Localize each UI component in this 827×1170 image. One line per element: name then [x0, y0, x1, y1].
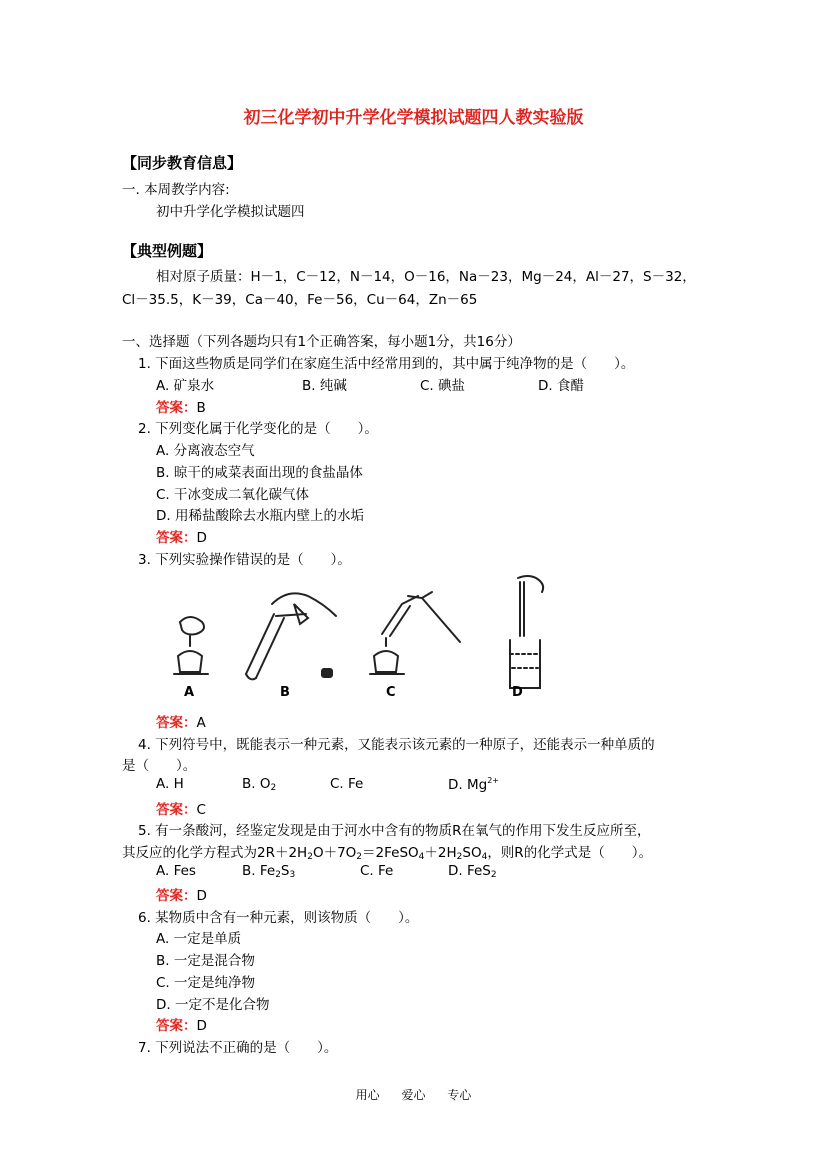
question-5-stem-line-2: 其反应的化学方程式为$2R+2H_2O+7O_2=2FeSO_4+2H_2SO_4$，则R的化学式是（ ）。	[122, 845, 652, 862]
question-5-option-d: D. FeS$_2$	[448, 863, 497, 880]
question-6-option-b: B. 一定是混合物	[156, 953, 255, 969]
question-5-stem-line-1: 5. 有一条酸河，经鉴定发现是由于河水中含有的物质R在氧气的作用下发生反应所至，	[138, 823, 651, 839]
question-6-answer	[156, 1014, 207, 1034]
question-1-option-c: C. 碘盐	[420, 378, 466, 394]
question-4-stem-line-2: 是（ ）。	[122, 758, 197, 774]
figure-label-d: D	[512, 685, 523, 700]
document-title: 初三化学初中升学化学模拟试题四人教实验版	[243, 108, 584, 128]
question-5-option-c: C. Fe	[360, 863, 394, 879]
question-6-stem: 6. 某物质中含有一种元素，则该物质（ ）。	[138, 910, 419, 926]
answer-value: D	[196, 530, 207, 546]
choice-section-heading: 一、选择题（下列各题均只有1个正确答案，每小题1分，共16分）	[122, 334, 521, 350]
figure-label-b: B	[280, 685, 290, 700]
sync-info-detail: 初中升学化学模拟试题四	[156, 204, 305, 220]
question-1-option-a: A. 矿泉水	[156, 378, 215, 394]
question-2-option-c: C. 干冰变成二氧化碳气体	[156, 487, 310, 503]
question-3-stem: 3. 下列实验操作错误的是（ ）。	[138, 552, 351, 568]
question-2-stem: 2. 下列变化属于化学变化的是（ ）。	[138, 421, 378, 437]
answer-value: C	[196, 802, 206, 818]
atomic-mass-line-1: 相对原子质量：H－1，C－12，N－14，O－16，Na－23，Mg－24，Al－27，S－32，	[156, 269, 696, 285]
lab-operations-figure	[168, 574, 558, 704]
page-footer: 用心 爱心 专心	[355, 1088, 472, 1102]
question-2-answer	[156, 526, 207, 546]
question-1-stem: 1. 下面这些物质是同学们在家庭生活中经常用到的，其中属于纯净物的是（ ）。	[138, 356, 635, 372]
answer-label: 答案：	[156, 530, 197, 546]
answer-label: 答案：	[156, 888, 197, 904]
question-5-option-b: B. $Fe_2S_3$	[242, 863, 296, 880]
question-4-option-d: D. $Mg^{2+}$	[448, 776, 499, 793]
question-4-option-a: A. H	[156, 776, 184, 792]
lab-operations-illustration	[168, 574, 558, 704]
atomic-mass-line-2: Cl－35.5，K－39，Ca－40，Fe－56，Cu－64，Zn－65	[122, 292, 478, 308]
answer-label: 答案：	[156, 1018, 197, 1034]
question-5-option-a: A. Fes	[156, 863, 196, 879]
question-1-answer	[156, 396, 206, 416]
question-4-answer	[156, 798, 206, 818]
figure-label-c: C	[386, 685, 396, 700]
answer-value: D	[196, 888, 207, 904]
question-4-option-b: B. $O_2$	[242, 776, 277, 793]
question-2-option-b: B. 晾干的咸菜表面出现的食盐晶体	[156, 465, 363, 481]
answer-value: D	[196, 1018, 207, 1034]
figure-label-a: A	[184, 685, 195, 700]
question-5-answer	[156, 884, 207, 904]
answer-label: 答案：	[156, 802, 197, 818]
question-1-option-b: B. 纯碱	[302, 378, 347, 394]
question-6-option-c: C. 一定是纯净物	[156, 975, 256, 991]
answer-value: B	[196, 400, 206, 416]
sync-info-heading: 【同步教育信息】	[122, 154, 243, 172]
question-2-option-a: A. 分离液态空气	[156, 443, 255, 459]
question-4-option-c: C. Fe	[330, 776, 364, 792]
question-4-stem-line-1: 4. 下列符号中，既能表示一种元素，又能表示该元素的一种原子，还能表示一种单质的	[138, 737, 655, 753]
question-6-option-a: A. 一定是单质	[156, 931, 242, 947]
answer-value: A	[196, 715, 206, 731]
sync-info-item: 一. 本周教学内容:	[122, 182, 230, 198]
question-7-stem: 7. 下列说法不正确的是（ ）。	[138, 1040, 338, 1056]
question-2-option-d: D. 用稀盐酸除去水瓶内壁上的水垢	[156, 508, 364, 524]
answer-label: 答案：	[156, 715, 197, 731]
question-1-option-d: D. 食醋	[538, 378, 584, 394]
question-3-answer	[156, 711, 206, 731]
chemical-equation: $2R+2H_2O+7O_2=2FeSO_4+2H_2SO_4$	[257, 845, 488, 862]
question-6-option-d: D. 一定不是化合物	[156, 997, 270, 1013]
answer-label: 答案：	[156, 400, 197, 416]
examples-heading: 【典型例题】	[122, 242, 213, 260]
figure-labels	[184, 685, 523, 700]
